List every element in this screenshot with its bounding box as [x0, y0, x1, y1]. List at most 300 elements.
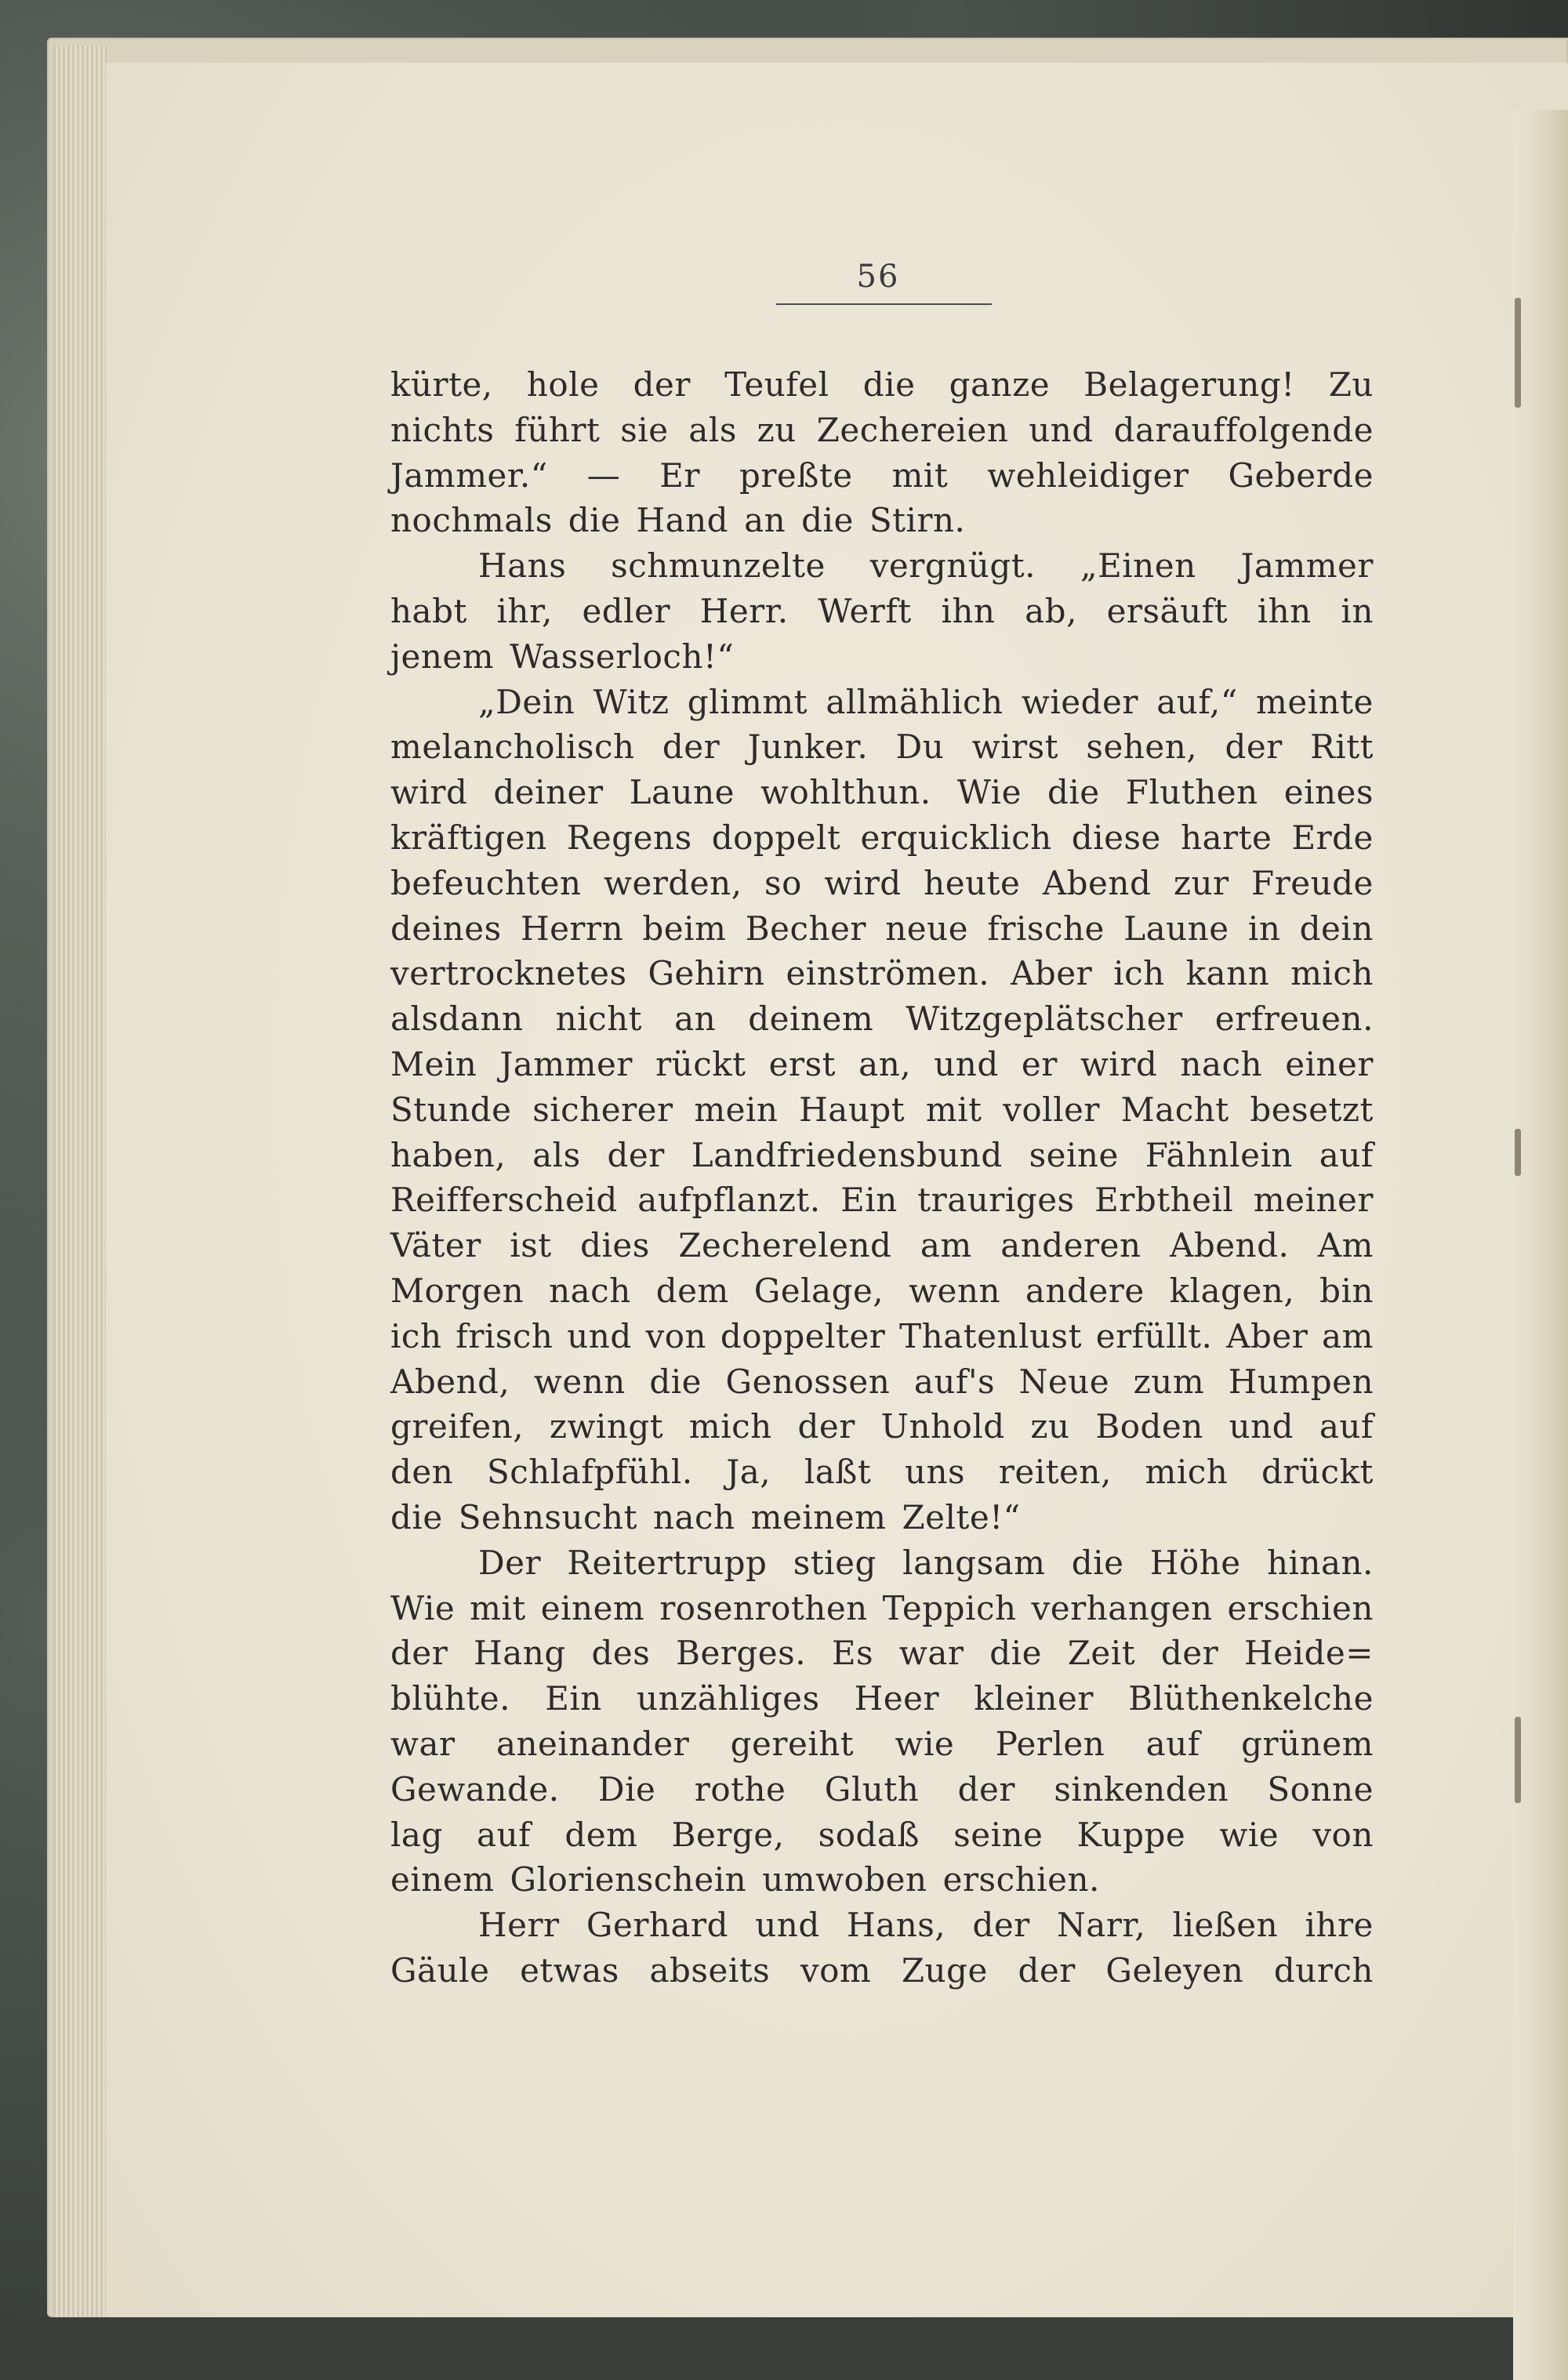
word: wenn [909, 1271, 1000, 1310]
word: einem [540, 1588, 645, 1627]
word: die [649, 1362, 702, 1401]
word: Hand [636, 501, 729, 540]
word: melancholisch [390, 727, 635, 767]
word: kräftigen [390, 818, 547, 857]
text-line [390, 1857, 1374, 1903]
word: den [390, 1453, 454, 1492]
word: er [1021, 1044, 1058, 1083]
word: eines [1283, 773, 1374, 812]
word: der [662, 727, 720, 767]
word: Berges. [676, 1634, 807, 1673]
word: stieg [793, 1543, 877, 1582]
word: Landfriedensbund [691, 1135, 1003, 1174]
word: meinem [750, 1497, 887, 1536]
word: Witzgeplätscher [906, 1000, 1183, 1039]
word: ist [510, 1226, 552, 1265]
word: zum [1133, 1362, 1205, 1401]
word: schmunzelte [611, 546, 826, 586]
text-line [390, 634, 1374, 680]
word: sie [620, 410, 669, 449]
text-line [390, 498, 1374, 543]
word: allmählich [826, 682, 1004, 721]
word: erquicklich [860, 818, 1052, 857]
word: Werft [818, 591, 912, 630]
word: Teufel [724, 365, 829, 404]
word: wird [390, 773, 468, 812]
word: ich [1113, 954, 1165, 993]
word: und [755, 1906, 820, 1945]
word: diese [1071, 818, 1161, 857]
word: Morgen [390, 1271, 524, 1310]
text-line [390, 1359, 1374, 1405]
word: frisch [456, 1316, 554, 1355]
text-line [390, 770, 1374, 815]
word: jenem [390, 637, 495, 676]
word: Der [478, 1543, 542, 1582]
word: werden, [604, 863, 742, 902]
text-line [390, 1042, 1374, 1087]
word: Blüthenkelche [1128, 1679, 1374, 1718]
word: ihn [941, 591, 996, 630]
edge-mark [1515, 1129, 1521, 1176]
word: Sehnsucht [458, 1497, 637, 1536]
word: der [607, 1135, 665, 1174]
word: wird [1080, 1044, 1158, 1083]
word: reiten, [998, 1453, 1112, 1492]
word: so [764, 863, 802, 902]
word: wenn [533, 1362, 626, 1401]
word: an [744, 501, 786, 540]
text-line [390, 1449, 1374, 1495]
word: gereiht [730, 1724, 855, 1763]
word: Höhe [1149, 1543, 1241, 1582]
word: vom [800, 1950, 872, 1990]
word: Schlafpfühl. [487, 1453, 693, 1492]
text-line [390, 1177, 1374, 1223]
text-line [390, 543, 1374, 589]
word: Jammer.“ [390, 455, 548, 495]
word: des [591, 1634, 651, 1673]
word: Reifferscheid [390, 1181, 618, 1220]
word: abseits [649, 1950, 771, 1990]
word: Neue [1018, 1362, 1110, 1401]
word: langsam [902, 1543, 1046, 1582]
word: doppelter [720, 1316, 886, 1355]
text-line [390, 1903, 1374, 1948]
word: die [989, 1634, 1042, 1673]
word: und [934, 1044, 999, 1083]
word: sinkenden [1054, 1769, 1229, 1809]
word: Humpen [1228, 1362, 1374, 1401]
text-line [390, 1812, 1374, 1858]
word: die [1071, 1543, 1124, 1582]
word: vergnügt. [869, 546, 1036, 586]
word: Zeit [1067, 1634, 1136, 1673]
text-line [390, 1495, 1374, 1540]
word: Es [831, 1634, 874, 1673]
word: nach [549, 1271, 631, 1310]
word: Gehirn [648, 954, 765, 993]
word: mich [1290, 954, 1374, 993]
word: dies [580, 1226, 650, 1265]
word: Gluth [824, 1769, 920, 1809]
text-line [390, 1586, 1374, 1631]
word: Zuge [901, 1950, 988, 1990]
word: Erde [1291, 818, 1374, 857]
word: als [532, 1135, 581, 1174]
word: Wie [956, 773, 1022, 812]
word: Herr. [699, 591, 789, 630]
word: Aber [1226, 1316, 1308, 1355]
word: Unhold [880, 1407, 1005, 1446]
word: war [390, 1724, 456, 1763]
word: uns [904, 1453, 966, 1492]
word: nochmals [390, 501, 553, 540]
word: erst [768, 1044, 837, 1083]
word: umwoben [762, 1860, 927, 1899]
word: ihr, [496, 591, 553, 630]
word: auf [1145, 1724, 1200, 1763]
word: edler [582, 591, 671, 630]
text-line [390, 1404, 1374, 1449]
word: sodaß [818, 1815, 920, 1854]
word: auf [1319, 1407, 1374, 1446]
word: doppelt [711, 818, 841, 857]
word: hinan. [1266, 1543, 1374, 1582]
word: Zechereien [816, 410, 1009, 449]
word: ihn [1257, 591, 1312, 630]
page-number: 56 [856, 259, 900, 295]
text-line [390, 589, 1374, 634]
text-line [390, 951, 1374, 996]
word: drückt [1261, 1453, 1374, 1492]
word: erfreuen. [1214, 1000, 1374, 1039]
word: Väter [390, 1226, 481, 1265]
word: an [674, 1000, 717, 1039]
word: mich [688, 1407, 772, 1446]
word: zwingt [549, 1407, 664, 1446]
word: einer [1285, 1044, 1374, 1083]
word: dein [1299, 909, 1374, 948]
word: auf's [913, 1362, 996, 1401]
word: kleiner [974, 1679, 1094, 1718]
word: Die [597, 1769, 656, 1809]
word: meinte [1256, 682, 1374, 721]
word: Kuppe [1076, 1815, 1186, 1854]
text-line [390, 996, 1374, 1042]
word: am [920, 1226, 972, 1265]
word: Heer [854, 1679, 940, 1718]
word: laßt [804, 1453, 872, 1492]
word: auf [1319, 1135, 1374, 1174]
word: durch [1273, 1950, 1374, 1990]
word: Gelage, [753, 1271, 884, 1310]
word: Zecherelend [678, 1226, 892, 1265]
word: „Dein [478, 682, 575, 721]
word: Geberde [1228, 455, 1374, 495]
word: Erbtheil [1094, 1181, 1234, 1220]
word: deines [390, 909, 502, 948]
word: Laune [1123, 909, 1229, 948]
word: der [797, 1407, 855, 1446]
word: an, [858, 1044, 912, 1083]
word: und [567, 1316, 632, 1355]
word: erschien. [942, 1860, 1100, 1899]
word: neue [885, 909, 969, 948]
text-line [390, 1676, 1374, 1722]
word: rosenrothen [659, 1588, 868, 1627]
text-line [390, 1540, 1374, 1586]
word: Hans [478, 546, 567, 586]
word: der [1018, 1950, 1076, 1990]
word: Abend. [1169, 1226, 1290, 1265]
word: Witz [593, 682, 670, 721]
word: Am [1317, 1226, 1374, 1265]
text-line [390, 453, 1374, 499]
word: andere [1025, 1271, 1145, 1310]
word: Berge, [671, 1815, 785, 1854]
word: seine [953, 1815, 1044, 1854]
word: unzähliges [637, 1679, 820, 1718]
word: die [801, 501, 854, 540]
text-line [390, 724, 1374, 770]
word: voller [1003, 1090, 1100, 1129]
word: nicht [555, 1000, 643, 1039]
word: Glorienschein [510, 1860, 747, 1899]
word: alsdann [390, 1000, 524, 1039]
word: hole [526, 365, 600, 404]
word: ließen [1172, 1906, 1279, 1945]
word: heute [924, 863, 1021, 902]
text-line [390, 1631, 1374, 1676]
word: aneinander [495, 1724, 690, 1763]
page-fore-edge [1513, 110, 1568, 2380]
word: erfüllt. [1095, 1316, 1213, 1355]
word: nach [1180, 1044, 1263, 1083]
word: auf,“ [1156, 682, 1238, 721]
word: kürte, [390, 365, 493, 404]
word: darauffolgende [1113, 410, 1374, 449]
word: nichts [390, 410, 495, 449]
word: und [1029, 410, 1094, 449]
word: wie [1219, 1815, 1279, 1854]
text-line [390, 362, 1374, 408]
word: seine [1029, 1135, 1119, 1174]
word: verhangen [1031, 1588, 1213, 1627]
word: der [633, 365, 691, 404]
word: erschien [1227, 1588, 1374, 1627]
word: — [586, 455, 621, 495]
word: in [1247, 909, 1281, 948]
word: wirst [971, 727, 1059, 767]
text-line [390, 680, 1374, 725]
text-line [390, 1948, 1374, 1994]
word: Du [895, 727, 945, 767]
word: „Einen [1080, 546, 1196, 586]
word: wird [824, 863, 902, 902]
body-text [390, 362, 1374, 1994]
word: Abend [1042, 863, 1152, 902]
text-line [390, 1314, 1374, 1359]
word: wie [895, 1724, 955, 1763]
word: trauriges [917, 1181, 1075, 1220]
word: in [1341, 591, 1374, 630]
word: Gäule [390, 1950, 490, 1990]
word: mich [1145, 1453, 1229, 1492]
word: Ein [545, 1679, 602, 1718]
word: Herrn [520, 909, 624, 948]
edge-mark [1515, 298, 1521, 408]
word: lag [390, 1815, 443, 1854]
word: Herr [478, 1906, 560, 1945]
edge-mark [1515, 1717, 1521, 1803]
word: zu [757, 410, 797, 449]
text-line [390, 1133, 1374, 1178]
word: Aber [1011, 954, 1093, 993]
word: Laune [629, 773, 735, 812]
word: Sonne [1267, 1769, 1374, 1809]
word: aufpflanzt. [637, 1181, 821, 1220]
word: rückt [655, 1044, 746, 1083]
word: nach [652, 1497, 735, 1536]
word: mit [891, 455, 949, 495]
word: Belagerung! [1083, 365, 1295, 404]
word: als [688, 410, 737, 449]
word: anderen [1000, 1226, 1142, 1265]
word: greifen, [390, 1407, 524, 1446]
word: Genossen [725, 1362, 891, 1401]
word: einem [390, 1860, 495, 1899]
word: Zu [1328, 365, 1374, 404]
word: ich [390, 1316, 442, 1355]
word: frische [987, 909, 1105, 948]
word: Teppich [882, 1588, 1017, 1627]
word: meiner [1253, 1181, 1374, 1220]
word: bin [1319, 1271, 1374, 1310]
word: Regens [566, 818, 692, 857]
word: die [568, 501, 621, 540]
word: Reitertrupp [567, 1543, 768, 1582]
word: war [898, 1634, 964, 1673]
word: Fluthen [1125, 773, 1258, 812]
word: der [1225, 727, 1283, 767]
header-rule [776, 303, 992, 305]
word: Boden [1095, 1407, 1203, 1446]
word: preßte [739, 455, 853, 495]
word: Macht [1120, 1090, 1229, 1129]
word: blühte. [390, 1679, 511, 1718]
word: Haupt [799, 1090, 906, 1129]
word: Narr, [1057, 1906, 1146, 1945]
word: der [390, 1634, 448, 1673]
text-line [390, 408, 1374, 453]
text-line [390, 1767, 1374, 1812]
word: ab, [1025, 591, 1077, 630]
word: die [1047, 773, 1100, 812]
word: befeuchten [390, 863, 582, 902]
word: Zelte!“ [902, 1497, 1021, 1536]
word: Freude [1251, 863, 1374, 902]
word: kann [1185, 954, 1270, 993]
word: Geleyen [1105, 1950, 1244, 1990]
word: vertrocknetes [390, 954, 627, 993]
word: mit [925, 1090, 982, 1129]
word: Thatenlust [899, 1316, 1082, 1355]
word: und [1229, 1407, 1294, 1446]
word: klagen, [1169, 1271, 1295, 1310]
word: der [1160, 1634, 1219, 1673]
word: haben, [390, 1135, 506, 1174]
word: wieder [1021, 682, 1138, 721]
word: Junker. [747, 727, 869, 767]
text-line [390, 815, 1374, 861]
word: mein [694, 1090, 779, 1129]
word: der [972, 1906, 1030, 1945]
word: ihre [1305, 1906, 1374, 1945]
word: Er [659, 455, 700, 495]
word: der [957, 1769, 1015, 1809]
word: Hans, [847, 1906, 946, 1945]
word: am [1322, 1316, 1374, 1355]
word: Abend, [390, 1362, 510, 1401]
word: deinem [748, 1000, 874, 1039]
text-line [390, 1722, 1374, 1767]
word: rothe [694, 1769, 786, 1809]
word: mit [470, 1588, 526, 1627]
word: führt [514, 410, 601, 449]
text-line [390, 861, 1374, 906]
word: auf [477, 1815, 532, 1854]
word: Hang [474, 1634, 566, 1673]
word: beim [642, 909, 727, 948]
word: Perlen [995, 1724, 1105, 1763]
word: Wasserloch!“ [510, 637, 735, 676]
word: ersäuft [1106, 591, 1229, 630]
word: einströmen. [786, 954, 990, 993]
word: die [390, 1497, 443, 1536]
text-line [390, 1087, 1374, 1133]
word: etwas [520, 1950, 619, 1990]
text-line [390, 1268, 1374, 1314]
word: Gerhard [586, 1906, 728, 1945]
word: harte [1180, 818, 1272, 857]
word: wehleidiger [987, 455, 1189, 495]
word: Ja, [726, 1453, 771, 1492]
text-line [390, 1223, 1374, 1268]
word: Heide= [1244, 1634, 1374, 1673]
word: Fähnlein [1145, 1135, 1293, 1174]
word: Jammer [1240, 546, 1374, 586]
word: deiner [493, 773, 604, 812]
word: ganze [949, 365, 1051, 404]
word: von [1312, 1815, 1374, 1854]
word: besetzt [1250, 1090, 1374, 1129]
word: wohlthun. [760, 773, 931, 812]
word: Ein [840, 1181, 898, 1220]
word: zur [1173, 863, 1229, 902]
word: zu [1030, 1407, 1070, 1446]
word: Becher [745, 909, 866, 948]
word: die [862, 365, 916, 404]
word: Stunde [390, 1090, 512, 1129]
word: Ritt [1310, 727, 1374, 767]
word: Stirn. [869, 501, 966, 540]
word: Mein [390, 1044, 477, 1083]
word: von [645, 1316, 707, 1355]
word: Wie [390, 1588, 456, 1627]
word: habt [390, 591, 467, 630]
word: grünem [1241, 1724, 1374, 1763]
